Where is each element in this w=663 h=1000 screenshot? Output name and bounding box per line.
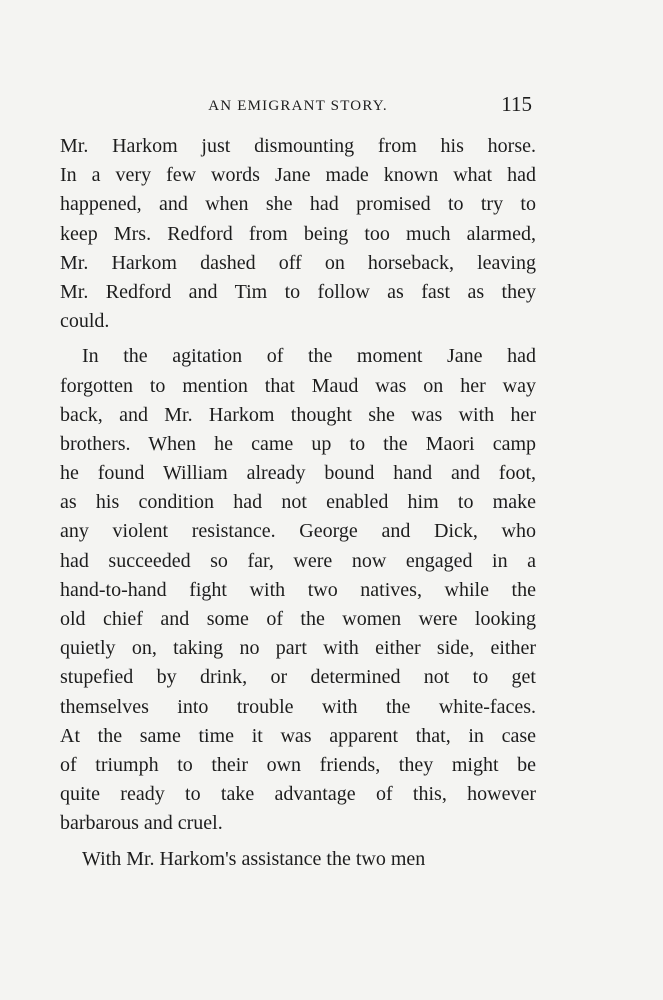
text-line: happened, and when she had promised to try to [60, 193, 536, 216]
text-line: In the agitation of the moment Jane had [82, 345, 536, 368]
text-line: back, and Mr. Harkom thought she was with her [60, 403, 536, 426]
text-line: brothers. When he came up to the Maori camp [60, 432, 536, 455]
running-head [60, 94, 536, 118]
paragraph [60, 342, 536, 838]
text-line: At the same time it was apparent that, in case [60, 724, 536, 747]
text-line: old chief and some of the women were looking [60, 608, 536, 630]
text-line: With Mr. Harkom's assistance the two men [82, 847, 426, 870]
text-line: Mr. Redford and Tim to follow as fast as they [60, 280, 536, 303]
text-line: hand-to-hand fight with two natives, while the [60, 578, 536, 601]
page-number: 115 [501, 92, 532, 116]
text-line: themselves into trouble with the white-faces. [60, 695, 536, 718]
text-line: Mr. Harkom just dismounting from his horse. [60, 135, 536, 157]
text-line: he found William already bound hand and foot, [60, 462, 536, 485]
paragraph [60, 132, 536, 336]
text-line: Mr. Harkom dashed off on horseback, leaving [60, 251, 536, 274]
text-line: had succeeded so far, were now engaged in a [60, 549, 536, 572]
text-line: as his condition had not enabled him to make [60, 491, 536, 514]
text-line: of triumph to their own friends, they might be [60, 753, 536, 776]
running-title: AN EMIGRANT STORY. [208, 98, 388, 114]
text-line: any violent resistance. George and Dick, who [60, 520, 536, 543]
body-text [60, 132, 536, 874]
text-line: stupefied by drink, or determined not to get [60, 666, 536, 689]
text-line: quite ready to take advantage of this, however [60, 783, 536, 806]
text-line: In a very few words Jane made known what had [60, 164, 536, 187]
paragraph [60, 845, 536, 874]
text-line: keep Mrs. Redford from being too much alarmed, [60, 222, 536, 245]
text-line: quietly on, taking no part with either side, either [60, 637, 536, 660]
text-line: forgotten to mention that Maud was on her way [60, 374, 536, 397]
text-line: barbarous and cruel. [60, 812, 223, 835]
text-line: could. [60, 310, 110, 333]
